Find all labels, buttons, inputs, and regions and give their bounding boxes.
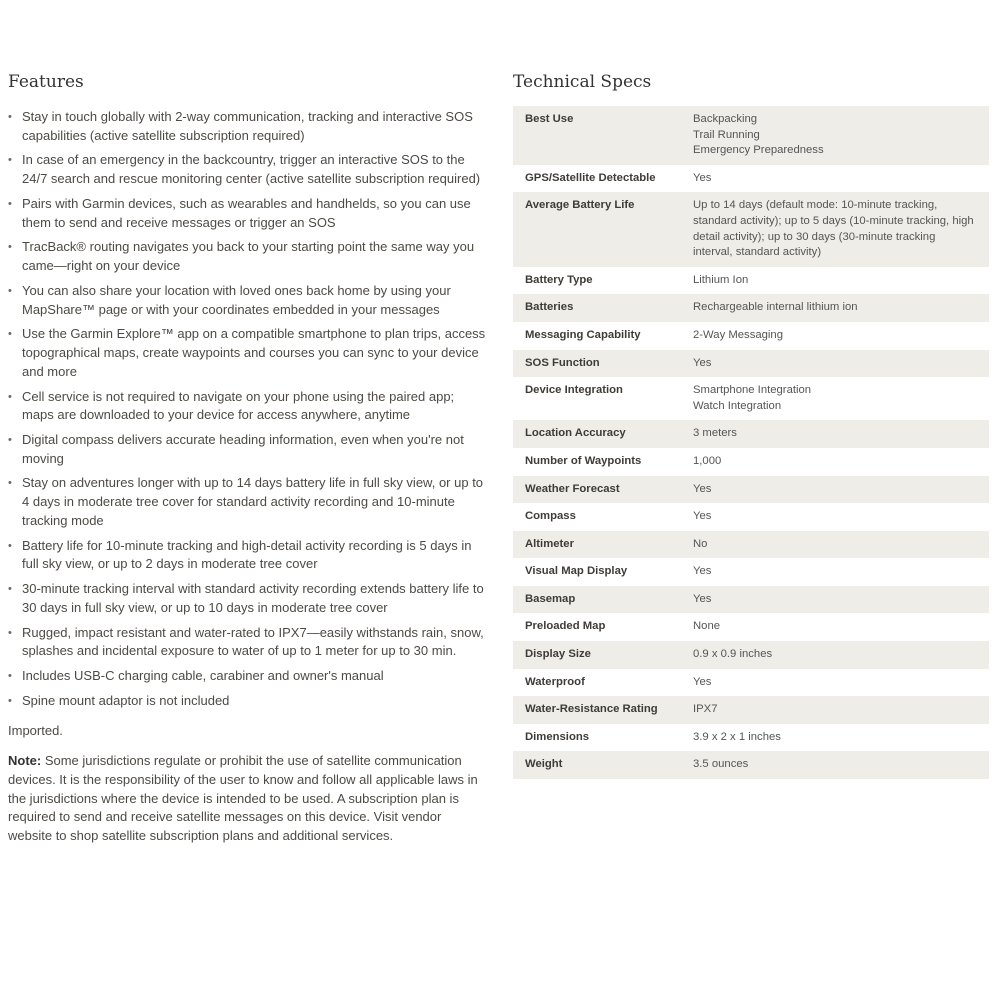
feature-item [8, 431, 486, 468]
spec-value-line: Yes [693, 565, 712, 578]
spec-value-line: No [693, 537, 708, 550]
spec-value [681, 377, 989, 420]
bullet-icon: • [8, 670, 12, 682]
bullet-icon: • [8, 694, 12, 707]
spec-value-line: 0.9 x 0.9 inches [693, 648, 773, 661]
feature-text: TracBack® routing navigates you back to your starting point the same way you came—right on your device [22, 239, 475, 274]
spec-key: Device Integration [513, 377, 681, 420]
features-list [8, 108, 486, 710]
spec-value-line: Trail Running [693, 128, 760, 141]
spec-key: Messaging Capability [513, 322, 681, 350]
spec-value-line: 3.5 ounces [693, 758, 749, 771]
spec-value-line: 3 meters [693, 427, 737, 440]
spec-row [513, 476, 989, 504]
spec-value-line: Yes [693, 356, 712, 369]
note-paragraph [8, 752, 486, 845]
feature-item [8, 624, 486, 661]
spec-value [681, 751, 989, 779]
spec-value [681, 696, 989, 724]
feature-item [8, 692, 486, 711]
feature-item [8, 282, 486, 319]
spec-key: Basemap [513, 586, 681, 614]
spec-value [681, 106, 989, 165]
spec-row [513, 641, 989, 669]
spec-row [513, 558, 989, 586]
features-title: Features [8, 72, 84, 92]
spec-key: Dimensions [513, 724, 681, 752]
feature-text: Stay on adventures longer with up to 14 days battery life in full sky view, or up to 4 days in moderate tree cover for standard activity recording and 10-minute tracking mode [22, 475, 484, 528]
spec-value [681, 420, 989, 448]
feature-item [8, 537, 486, 574]
spec-value-line: Lithium Ion [693, 273, 749, 286]
spec-value-line: Up to 14 days (default mode: 10-minute tracking, standard activity); up to 5 days (10-minute tracking, high detail activity); up to 30 days (30-minute tracking interval, standard activity) [693, 199, 974, 259]
spec-key: Water-Resistance Rating [513, 696, 681, 724]
bullet-icon: • [8, 477, 12, 490]
bullet-icon: • [8, 626, 12, 639]
spec-value [681, 669, 989, 697]
spec-value-line: Watch Integration [693, 399, 782, 412]
spec-row [513, 192, 989, 266]
bullet-icon: • [8, 154, 12, 167]
spec-value-line: IPX7 [693, 703, 718, 716]
imported-text: Imported. [8, 723, 63, 739]
spec-value [681, 294, 989, 322]
spec-value-line: Yes [693, 482, 712, 495]
spec-key: Location Accuracy [513, 420, 681, 448]
feature-text: Pairs with Garmin devices, such as wearables and handhelds, so you can use them to send and receive messages or trigger an SOS [22, 195, 471, 230]
spec-value [681, 503, 989, 531]
spec-value-line: Yes [693, 675, 712, 688]
feature-item [8, 238, 486, 275]
spec-value [681, 165, 989, 193]
spec-row [513, 267, 989, 295]
spec-row [513, 613, 989, 641]
bullet-icon: • [8, 328, 12, 341]
features-section [8, 72, 486, 845]
bullet-icon: • [8, 197, 12, 210]
bullet-icon: • [8, 583, 12, 596]
feature-text: Rugged, impact resistant and water-rated to IPX7—easily withstands rain, snow, splashes and incidental exposure to water of up to 1 meter for up to 30 min. [22, 624, 484, 659]
spec-row [513, 322, 989, 350]
spec-value [681, 192, 989, 266]
spec-key: Waterproof [513, 669, 681, 697]
feature-text: Stay in touch globally with 2-way communication, tracking and interactive SOS capabilities (active satellite subscription required) [22, 109, 473, 143]
spec-value-line: Yes [693, 510, 712, 523]
spec-row [513, 106, 989, 165]
feature-text: Digital compass delivers accurate heading information, even when you're not moving [22, 431, 464, 466]
bullet-icon: • [8, 241, 12, 254]
specs-table [513, 106, 989, 779]
spec-value [681, 322, 989, 350]
feature-text: Cell service is not required to navigate on your phone using the paired app; maps are downloaded to your device for access anywhere, anytime [22, 388, 455, 423]
spec-value [681, 531, 989, 559]
bullet-icon: • [8, 284, 12, 297]
spec-value [681, 350, 989, 378]
bullet-icon: • [8, 539, 12, 552]
spec-value-line: 2-Way Messaging [693, 328, 783, 341]
note-label: Note: [8, 753, 42, 769]
bullet-icon: • [8, 390, 12, 403]
spec-value [681, 641, 989, 669]
spec-row [513, 294, 989, 322]
spec-key: Batteries [513, 294, 681, 322]
spec-row [513, 669, 989, 697]
spec-value-line: None [693, 620, 721, 633]
spec-row [513, 420, 989, 448]
spec-value [681, 267, 989, 295]
technical-specs-section [513, 72, 989, 779]
spec-row [513, 531, 989, 559]
spec-key: Altimeter [513, 531, 681, 559]
feature-item [8, 151, 486, 188]
feature-item [8, 195, 486, 232]
spec-value-line: Emergency Preparedness [693, 144, 824, 157]
spec-value-line: 3.9 x 2 x 1 inches [693, 730, 781, 743]
spec-value [681, 586, 989, 614]
spec-key: Preloaded Map [513, 613, 681, 641]
spec-row [513, 586, 989, 614]
feature-item [8, 325, 486, 381]
spec-value-line: Backpacking [693, 113, 758, 125]
spec-row [513, 377, 989, 420]
spec-row [513, 724, 989, 752]
spec-value [681, 476, 989, 504]
feature-text: Battery life for 10-minute tracking and high-detail activity recording is 5 days in full sky view, or up to 2 days in moderate tree cover [22, 537, 472, 572]
feature-text: Includes USB-C charging cable, carabiner and owner's manual [22, 668, 384, 683]
spec-key: SOS Function [513, 350, 681, 378]
feature-item [8, 474, 486, 530]
spec-row [513, 165, 989, 193]
feature-text: Use the Garmin Explore™ app on a compatible smartphone to plan trips, access topographical maps, create waypoints and courses you can sync to your device and more [22, 326, 486, 379]
spec-row [513, 350, 989, 378]
spec-key: Weight [513, 751, 681, 779]
spec-key: GPS/Satellite Detectable [513, 165, 681, 193]
spec-key: Visual Map Display [513, 558, 681, 586]
spec-value-line: Smartphone Integration [693, 384, 812, 397]
spec-value-line: 1,000 [693, 454, 722, 467]
feature-text: Spine mount adaptor is not included [22, 692, 230, 708]
spec-key: Display Size [513, 641, 681, 669]
spec-value-line: Rechargeable internal lithium ion [693, 301, 858, 314]
feature-text: You can also share your location with loved ones back home by using your MapShare™ page or with your coordinates embedded in your messages [22, 282, 451, 317]
spec-key: Compass [513, 503, 681, 531]
bullet-icon: • [8, 111, 12, 123]
spec-value-line: Yes [693, 171, 712, 184]
feature-item [8, 388, 486, 425]
specs-title: Technical Specs [513, 72, 652, 92]
spec-value [681, 724, 989, 752]
spec-key: Average Battery Life [513, 192, 681, 266]
spec-row [513, 751, 989, 779]
spec-value [681, 448, 989, 476]
feature-item [8, 580, 486, 617]
spec-key: Best Use [513, 106, 681, 165]
bullet-icon: • [8, 433, 12, 446]
spec-key: Number of Waypoints [513, 448, 681, 476]
spec-row [513, 503, 989, 531]
spec-value-line: Yes [693, 592, 712, 605]
feature-text: 30-minute tracking interval with standard activity recording extends battery life to 30 days in full sky view, or up to 10 days in moderate tree cover [22, 581, 484, 615]
spec-row [513, 448, 989, 476]
feature-text: In case of an emergency in the backcountry, trigger an interactive SOS to the 24/7 search and rescue monitoring center (active satellite subscription required) [22, 152, 481, 187]
spec-row [513, 696, 989, 724]
spec-value [681, 558, 989, 586]
feature-item [8, 108, 486, 145]
note-text: Some jurisdictions regulate or prohibit the use of satellite communication devices. It is the responsibility of the user to know and follow all applicable laws in the jurisdictions where the device is intended to be used. A subscription plan is required to send and receive satellite messages on this device. Visit vendor website to shop satellite subscription plans and additional services. [8, 753, 478, 843]
spec-value [681, 613, 989, 641]
spec-key: Battery Type [513, 267, 681, 295]
feature-item [8, 667, 486, 686]
spec-key: Weather Forecast [513, 476, 681, 504]
